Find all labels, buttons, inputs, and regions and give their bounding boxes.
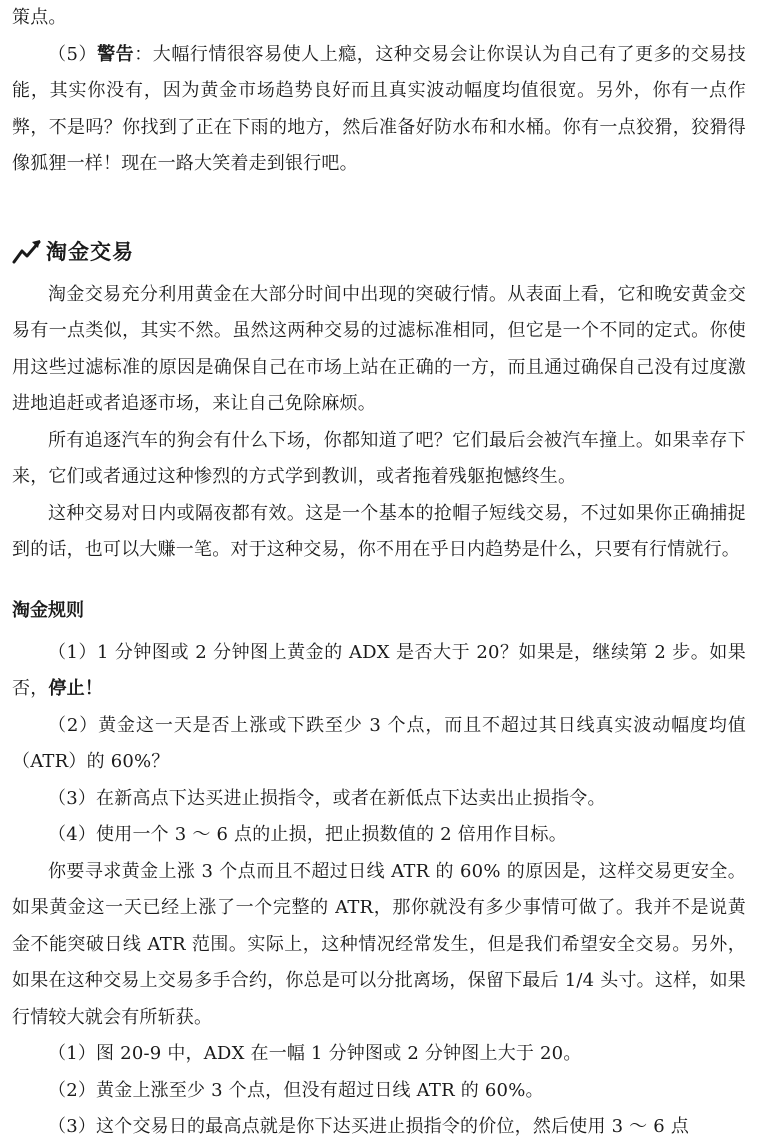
rule-4: （4）使用一个 3 ～ 6 点的止损，把止损数值的 2 倍用作目标。 [48, 824, 567, 845]
rules-heading: 淘金规则 [12, 599, 84, 621]
rule-1-stop: 停止！ [48, 678, 104, 699]
rule-1-text: （1）1 分钟图或 2 分钟图上黄金的 ADX 是否大于 20？如果是，继续第 2 步。如果否， [12, 641, 746, 699]
rules-explanation: 你要寻求黄金上涨 3 个点而且不超过日线 ATR 的 60% 的原因是，这样交易更安全。如果黄金这一天已经上涨了一个完整的 ATR，那你就没有多少事情可做了。我并不是说黄金不能突破日线 ATR 范围。实际上，这种情况经常发生，但是我们希望安全交易。另外，如果在这种交易上交易多手合约，你总是可以分批离场，保留下最后 1/4 头寸。这样，如果行情较大就会有所斩获。 [12, 860, 746, 1028]
rule-3: （3）在新高点下达买进止损指令，或者在新低点下达卖出止损指令。 [48, 787, 606, 809]
warning-number: （5） [48, 43, 98, 65]
document-page [12, 0, 746, 1146]
example-2: （2）黄金上涨至少 3 个点，但没有超过日线 ATR 的 60%。 [48, 1079, 544, 1101]
trend-arrow-icon [12, 238, 42, 264]
rule-1 [12, 635, 746, 708]
section-paragraph-2: 所有追逐汽车的狗会有什么下场，你都知道了吧？它们最后会被汽车撞上。如果幸存下来，它们或者通过这种惨烈的方式学到教训，或者拖着残躯抱憾终生。 [12, 429, 746, 487]
section-paragraph-1: 淘金交易充分利用黄金在大部分时间中出现的突破行情。从表面上看，它和晚安黄金交易有一点类似，其实不然。虽然这两种交易的过滤标准相同，但它是一个不同的定式。你使用这些过滤标准的原因是确保自己在市场上站在正确的一方，而且通过确保自己没有过度激进地追赶或者追逐市场，来让自己免除麻烦。 [12, 283, 746, 414]
example-3: （3）这个交易日的最高点就是你下达买进止损指令的价位，然后使用 3 ～ 6 点 [48, 1116, 690, 1137]
example-1: （1）图 20-9 中，ADX 在一幅 1 分钟图或 2 分钟图上大于 20。 [48, 1043, 582, 1064]
continued-line: 策点。 [12, 7, 67, 28]
rule-2: （2）黄金这一天是否上涨或下跌至少 3 个点，而且不超过其日线真实波动幅度均值（ATR）的 60%？ [12, 714, 746, 772]
warning-paragraph [12, 37, 746, 183]
section-heading [12, 231, 746, 271]
warning-text: ：大幅行情很容易使人上瘾，这种交易会让你误认为自己有了更多的交易技能，其实你没有，因为黄金市场趋势良好而且真实波动幅度均值很宽。另外，你有一点作弊，不是吗？你找到了正在下雨的地方，然后准备好防水布和水桶。你有一点狡猾，狡猾得像狐狸一样！现在一路大笑着走到银行吧。 [12, 43, 746, 174]
warning-label: 警告 [97, 43, 135, 65]
section-paragraph-3: 这种交易对日内或隔夜都有效。这是一个基本的抢帽子短线交易，不过如果你正确捕捉到的话，也可以大赚一笔。对于这种交易，你不用在乎日内趋势是什么，只要有行情就行。 [12, 502, 746, 560]
section-title: 淘金交易 [46, 239, 134, 264]
